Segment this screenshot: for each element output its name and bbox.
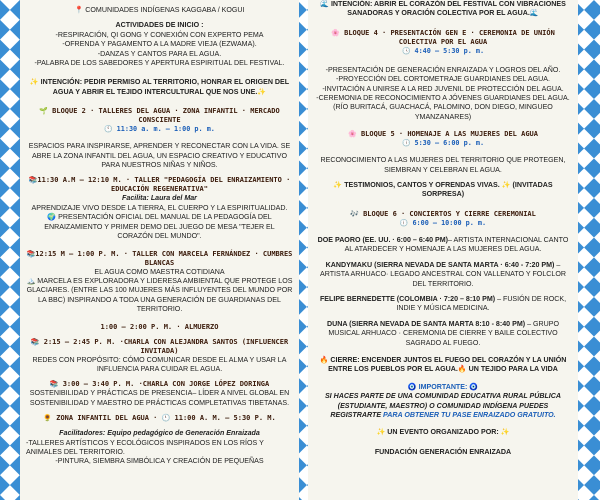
bloque-6-title: 🎶 BLOQUE 6 · CONCIERTOS Y CIERRE CEREMONIAL [350, 209, 536, 218]
concert-act [314, 295, 572, 314]
organizado-line: ✨ UN EVENTO ORGANIZADO POR: ✨ [376, 428, 510, 437]
left-program-panel [20, 0, 299, 500]
zona-item: -PINTURA, SIEMBRA SIMBÓLICA Y CREACIÓN DE PEQUEÑAS [55, 457, 264, 466]
facilitadores-line: Facilitadores: Equipo pedagógico de Generación Enraizada [59, 429, 260, 438]
bloque-5-title: 🌸 BLOQUE 5 · HOMENAJE A LAS MUJERES DEL AGUA [348, 130, 538, 139]
bloque-4-time: 🕓 4:40 – 5:30 p. m. [401, 46, 485, 55]
bloque-2-time: 🕚 11:30 a. m. – 1:00 p. m. [104, 125, 215, 134]
fundacion-name: FUNDACIÓN GENERACIÓN ENRAIZADA [374, 447, 512, 456]
act-name: DOE PAORO (EE. UU. · 6:00 – 6:40 PM) [317, 235, 448, 244]
act-description: – GRUPO MUSICAL ARHUACO · CEREMONIA DE CIERRE Y BAILE COLECTIVO SAGRADO AL FUEGO. [328, 319, 560, 347]
almuerzo-line: 1:00 – 2:00 P. M. · ALMUERZO [100, 322, 219, 331]
zona-item: -TALLERES ARTÍSTICOS Y ECOLÓGICOS INSPIRADOS EN LOS RÍOS Y ANIMALES DEL TERRITORIO. [26, 438, 264, 456]
charla-2-description: SOSTENIBILIDAD Y PRÁCTICAS DE PRESENCIA– LÍDER A NIVEL GLOBAL EN SOSTENIBILIDAD Y MAESTRO DE PRÁCTICAS COMPLETATIVAS TIBETANAS. [29, 389, 290, 407]
importante-text [314, 392, 572, 420]
act-description: – ARTISTA INTERNACIONAL CANTO AL ATARDECER Y HOMENAJE A LAS MUJERES DEL AGUA. [344, 235, 569, 254]
concert-act [314, 261, 572, 289]
taller-1-description: APRENDIZAJE VIVO DESDE LA TIERRA, EL CUERPO Y LA ESPIRITUALIDAD. [31, 203, 288, 212]
taller-2-subtitle: EL AGUA COMO MAESTRA COTIDIANA [94, 267, 225, 276]
taller-2-description: 🏔️ MARCELA ES EXPLORADORA Y LIDERESA AMBIENTAL QUE PROTEGE LOS GLACIARES. (ENTRE LAS 100 MUJERES MÁS INFLUYENTES DEL MUNDO POR LA BBC) INSPIRANDO A TODA UNA GENERACIÓN DE GUARDIANAS DEL TERRITORIO. [26, 276, 293, 314]
charla-2-title: 📚 3:00 – 3:40 P. M. ·CHARLA CON JORGE LÓPEZ DORINGA [49, 380, 270, 389]
activity-item: -RESPIRACIÓN, QI GONG Y CONEXIÓN CON EXPERTO PEMA [55, 30, 264, 39]
importante-text-2: PARA OBTENER TU PASE ENRAIZADO GRATUITO. [381, 410, 556, 419]
bloque-2-description: ESPACIOS PARA INSPIRARSE, APRENDER Y RECONECTAR CON LA VIDA. SE ABRE LA ZONA INFANTIL DEL AGUA, UN ESPACIO CREATIVO Y EDUCATIVO PARA NUESTROS NIÑAS Y NIÑOS. [28, 142, 291, 170]
charla-1-title: 📚 2:15 – 2:45 P. M. ·CHARLA CON ALEJANDRA SANTOS (INFLUENCER INVITADA) [30, 337, 289, 355]
bloque-5-extra: ✨ TESTIMONIOS, CANTOS Y OFRENDAS VIVAS. ✨ (INVITADAS SORPRESA) [333, 181, 553, 199]
charla-1-description: REDES CON PROPÓSITO: CÓMO COMUNICAR DESDE EL ALMA Y USAR LA INFLUENCIA PARA CUIDAR EL AGUA. [32, 355, 287, 373]
act-description: – ARTISTA ARHUACO· LEGADO ANCESTRAL CON VALLENATO Y FOLCLOR DEL TERRITORIO. [320, 260, 566, 288]
act-description: – FUSIÓN DE ROCK, INDIE Y MÚSICA MEDICINA. [396, 294, 567, 313]
intention-top: 🌊 INTENCIÓN: ABRIR EL CORAZÓN DEL FESTIVAL CON VIBRACIONES SANADORAS Y ORACIÓN COLECTIVA POR EL AGUA.🌊 [320, 0, 566, 18]
bloque-5-time: 🕔 5:30 – 6:00 p. m. [401, 139, 485, 148]
taller-1-manual: 🌍 PRESENTACIÓN OFICIAL DEL MANUAL DE LA PEDAGOGÍA DEL ENRAIZAMIENTO Y PRIMER DEMO DEL JUEGO DE MESA "TEJER EL CORAZÓN DEL MUNDO". [44, 213, 275, 241]
bloque-4-item: -CEREMONIA DE RECONOCIMIENTO A JÓVENES GUARDIANES DEL AGUA. (RÍO BURITACÁ, GUACHACÁ, PALOMINO, DON DIEGO, MINGUEO YMANZANARES) [316, 94, 570, 121]
activities-title: ACTIVIDADES DE INICIO : [115, 21, 204, 30]
zona-infantil-title: 🌻 ZONA INFANTIL DEL AGUA · 🕚 11:00 A. M. – 5:30 P. M. [43, 414, 276, 423]
cierre-text: 🔥 CIERRE: ENCENDER JUNTOS EL FUEGO DEL CORAZÓN Y LA UNIÓN ENTRE LOS PUEBLOS POR EL AGUA.🔥 UN TEJIDO PARA LA VIDA [319, 355, 567, 374]
concert-act [314, 320, 572, 348]
taller-1-facilitator: Facilita: Laura del Mar [122, 194, 197, 203]
concert-act [314, 236, 572, 255]
act-name: KANDYMAKU (SIERRA NEVADA DE SANTA MARTA · 6:40 - 7:20 PM) [325, 260, 555, 269]
act-name: FELIPE BERNEDETTE (COLOMBIA · 7:20 – 8:10 PM) [319, 294, 496, 303]
activity-item: -DANZAS Y CANTOS PARA EL AGUA. [97, 49, 222, 58]
location-line: 📍 COMUNIDADES INDÍGENAS KAGGABA / KOGUI [74, 6, 245, 14]
bloque-4-item: -PROYECCIÓN DEL CORTOMETRAJE GUARDIANES DEL AGUA. [335, 75, 551, 84]
activity-item: -OFRENDA Y PAGAMENTO A LA MADRE VIEJA (EZWAMA). [62, 40, 257, 49]
bloque-2-title: 🌱 BLOQUE 2 · TALLERES DEL AGUA · ZONA INFANTIL · MERCADO CONSCIENTE [39, 107, 280, 125]
taller-1-title: 📚11:30 A.M – 12:10 M. · TALLER "PEDAGOGÍA DEL ENRAIZAMIENTO · EDUCACIÓN REGENERATIVA" [28, 176, 291, 194]
importante-label: 🧿 IMPORTANTE: 🧿 [407, 382, 479, 391]
act-name: DUNA (SIERRA NEVADA DE SANTA MARTA 8:10 - 8:40 PM) [326, 319, 526, 328]
bloque-5-description: RECONOCIMIENTO A LAS MUJERES DEL TERRITORIO QUE PROTEGEN, SIEMBRAN Y CELEBRAN EL AGUA. [320, 156, 566, 174]
activity-item: -PALABRA DE LOS SABEDORES Y APERTURA ESPIRITUAL DEL FESTIVAL. [34, 59, 285, 68]
intention-text: ✨ INTENCIÓN: PEDIR PERMISO AL TERRITORIO, HONRAR EL ORIGEN DEL AGUA Y ABRIR EL TEJIDO INTERCULTURAL QUE NOS UNE.✨ [29, 78, 290, 96]
bloque-4-title: 🌸 BLOQUE 4 · PRESENTACIÓN GEN E · CEREMONIA DE UNIÓN COLECTIVA POR EL AGUA [331, 28, 555, 46]
right-program-panel [308, 0, 578, 500]
taller-2-title: 📚12:15 M – 1:00 P. M. · TALLER CON MARCELA FERNÁNDEZ · CUMBRES BLANCAS [26, 249, 293, 267]
importante-text-1: SI HACES PARTE DE UNA COMUNIDAD EDUCATIVA RURAL PÚBLICA (ESTUDIANTE, MAESTRO) O COMUNIDAD INDÍGENA PUEDES REGISTRARTE [324, 392, 562, 419]
bloque-4-item: -INVITACIÓN A UNIRSE A LA RED JUVENIL DE PROTECCIÓN DEL AGUA. [322, 84, 564, 93]
bloque-6-time: 🕕 6:00 – 10:00 p. m. [399, 218, 487, 227]
bloque-4-item: -PRESENTACIÓN DE GENERACIÓN ENRAIZADA Y LOGROS DEL AÑO. [325, 65, 561, 74]
